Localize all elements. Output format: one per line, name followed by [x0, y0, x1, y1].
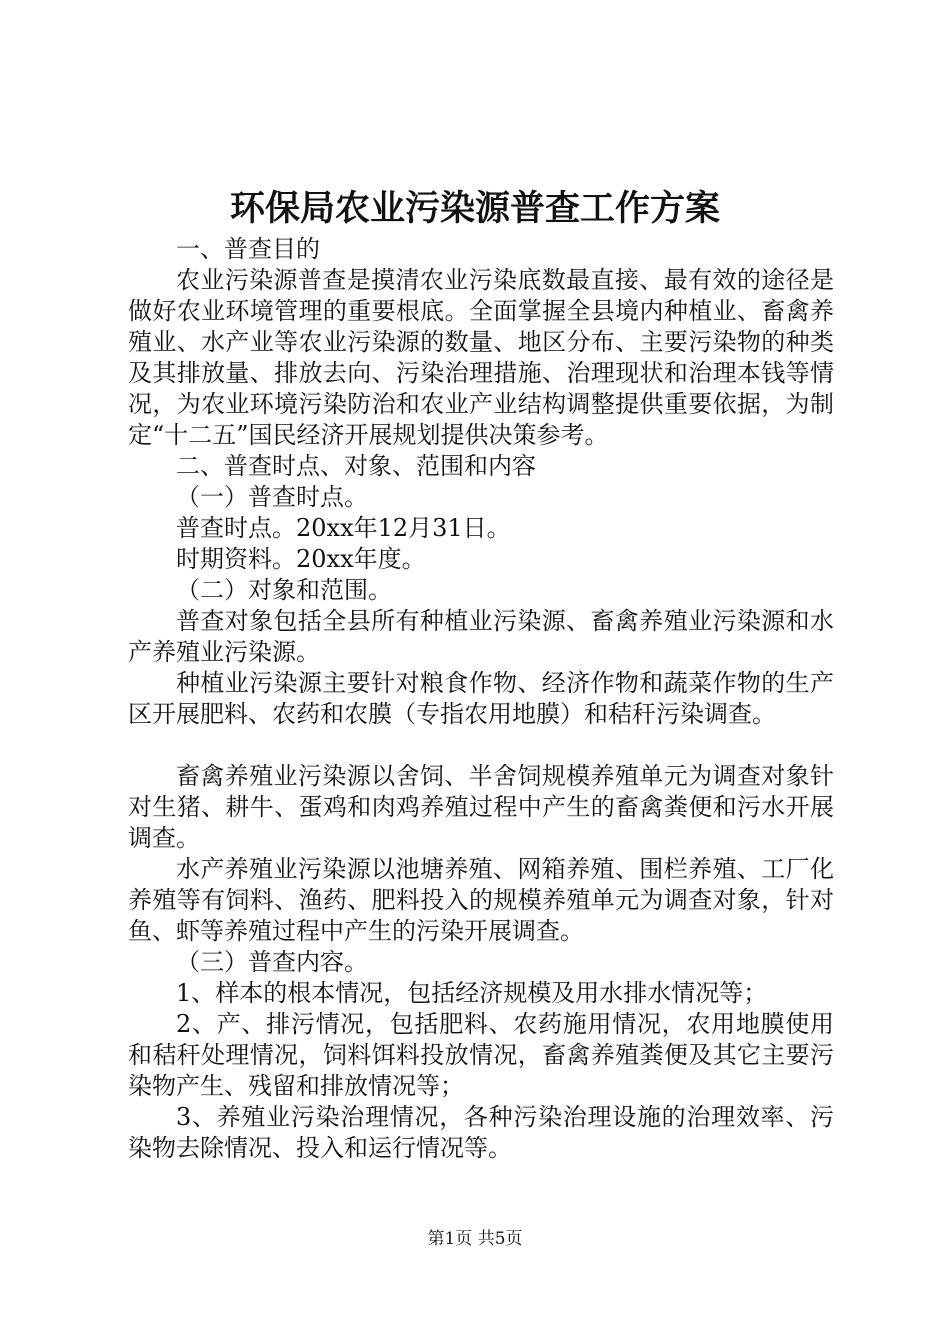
list-item-2: 2、产、排污情况，包括肥料、农药施用情况，农用地膜使用和秸秆处理情况，饲料饵料投放情况，畜禽养殖粪便及其它主要污染物产生、残留和排放情况等；: [128, 1010, 834, 1100]
section-heading-1: 一、普查目的: [176, 235, 320, 263]
section-heading-2: 二、普查时点、对象、范围和内容: [176, 452, 536, 480]
subsection-heading-1: （一）普查时点。: [176, 483, 368, 511]
page-number: 第1页 共5页: [427, 1229, 523, 1249]
paragraph-purpose: 农业污染源普查是摸清农业污染底数最直接、最有效的途径是做好农业环境管理的重要根底。全面掌握全县境内种植业、畜禽养殖业、水产业等农业污染源的数量、地区分布、主要污染物的种类及其排放量、排放去向、污染治理措施、治理现状和治理本钱等情况，为农业环境污染防治和农业产业结构调整提供重要依据，为制定“十二五”国民经济开展规划提供决策参考。: [128, 266, 834, 449]
list-item-1: 1、样本的根本情况，包括经济规模及用水排水情况等；: [176, 979, 768, 1007]
paragraph-planting-sources: 种植业污染源主要针对粮食作物、经济作物和蔬菜作物的生产区开展肥料、农药和农膜（专指农用地膜）和秸秆污染调查。: [128, 669, 834, 728]
paragraph-census-time: 普查时点。20xx年12月31日。: [176, 514, 511, 542]
paragraph-period-data: 时期资料。20xx年度。: [176, 545, 426, 573]
document-title: 环保局农业污染源普查工作方案: [229, 188, 720, 229]
paragraph-livestock-sources: 畜禽养殖业污染源以舍饲、半舍饲规模养殖单元为调查对象针对生猪、耕牛、蛋鸡和肉鸡养殖过程中产生的畜禽粪便和污水开展调查。: [128, 762, 834, 852]
subsection-heading-3: （三）普查内容。: [176, 948, 368, 976]
paragraph-aquaculture-sources: 水产养殖业污染源以池塘养殖、网箱养殖、围栏养殖、工厂化养殖等有饲料、渔药、肥料投入的规模养殖单元为调查对象，针对鱼、虾等养殖过程中产生的污染开展调查。: [128, 855, 834, 945]
document-body: [128, 234, 834, 1164]
subsection-heading-2: （二）对象和范围。: [176, 576, 392, 604]
paragraph-census-objects: 普查对象包括全县所有种植业污染源、畜禽养殖业污染源和水产养殖业污染源。: [128, 607, 834, 666]
list-item-3: 3、养殖业污染治理情况，各种污染治理设施的治理效率、污染物去除情况、投入和运行情况等。: [128, 1103, 834, 1162]
